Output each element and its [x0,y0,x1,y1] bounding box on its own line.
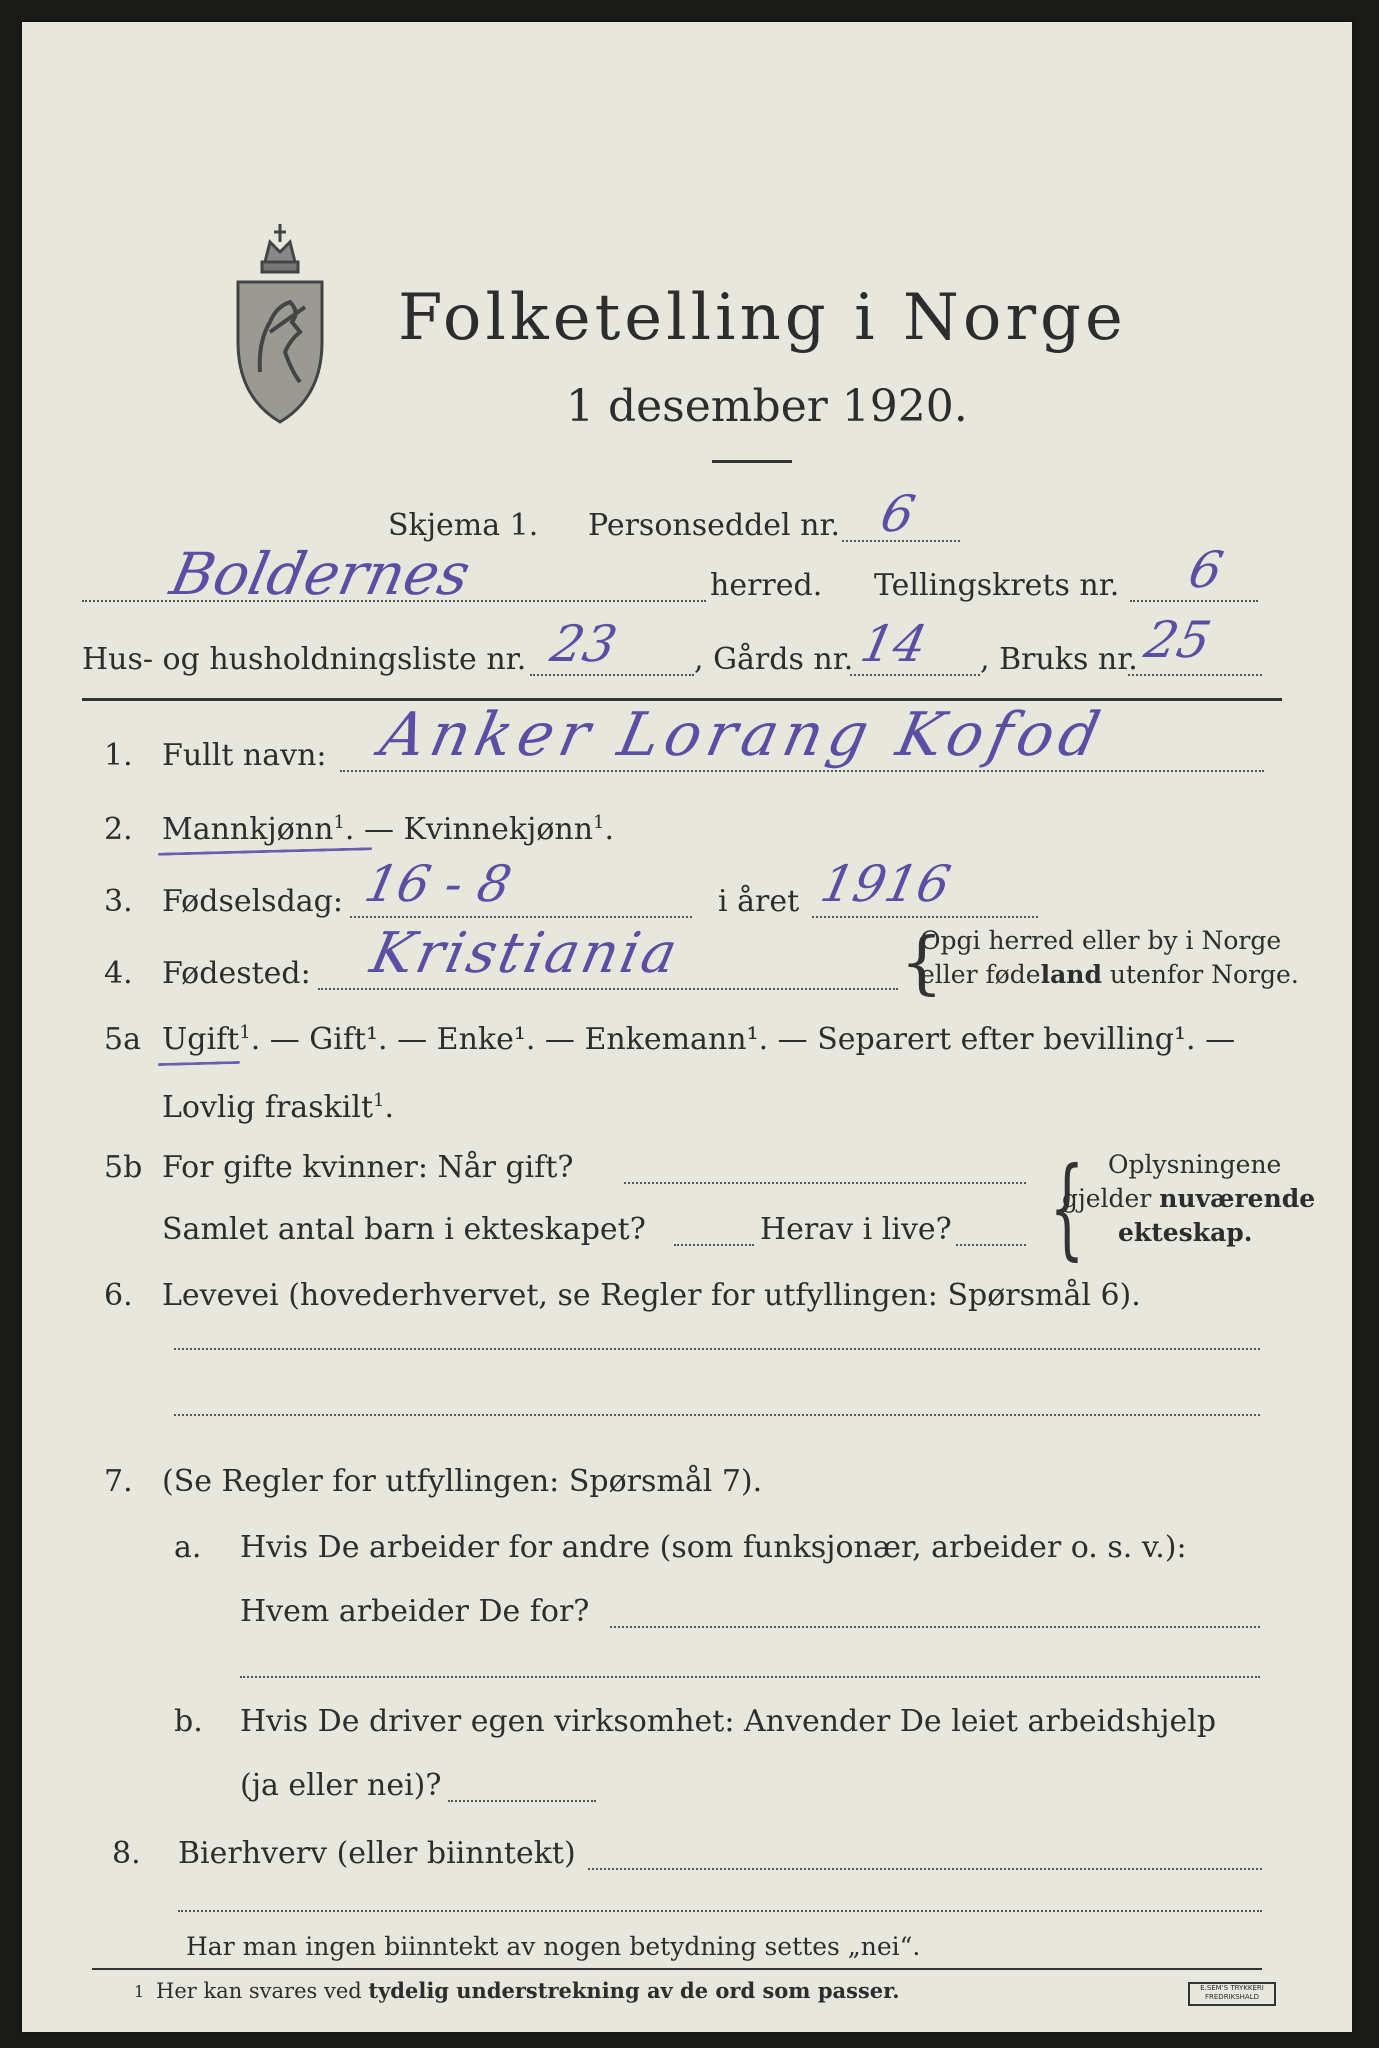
ugift-underline [158,1061,240,1066]
q7b-question: (ja eller nei)? [240,1768,442,1803]
gards-value: 14 [855,615,932,673]
q5b-note-brace: { [1049,1143,1085,1271]
biinntekt-note: Har man ingen biinntekt av nogen betydning settes „nei“. [186,1932,921,1961]
q5b-line1: For gifte kvinner: Når gift? [162,1150,574,1185]
personseddel-label: Personseddel nr. [588,508,841,543]
q3-year-label: i året [718,884,800,919]
q2-options: Mannkjønn$^1$. — Kvinnekjønn$^1$. [162,812,615,847]
q5b-note-line2: gjelder nuværende [1062,1184,1316,1213]
q5b-note-line3: ekteskap. [1118,1218,1253,1247]
tellingskrets-line [1130,600,1258,602]
q5b-number: 5b [104,1150,143,1185]
q7b-number: b. [174,1704,203,1739]
q4-line [318,988,898,990]
tellingskrets-label: Tellingskrets nr. [874,568,1120,603]
q4-label: Fødested: [162,956,311,991]
census-form [22,22,1352,2032]
q5a-line2: Lovlig fraskilt$^1$. [162,1090,395,1125]
q7a-number: a. [174,1530,202,1565]
q7b-line [448,1800,596,1802]
gards-line [850,674,980,676]
q1-line [340,770,1264,772]
bruks-value: 25 [1139,611,1216,669]
q2-number: 2. [104,812,133,847]
q7b-text: Hvis De driver egen virksomhet: Anvender De leiet arbeidshjelp [240,1704,1217,1739]
q6-label: Levevei (hovederhvervet, se Regler for utfyllingen: Spørsmål 6). [162,1278,1141,1313]
husliste-line [530,674,694,676]
norwegian-coat-of-arms-icon [230,222,330,432]
q5a-number: 5a [104,1022,141,1057]
q8-line2 [178,1910,1262,1912]
census-date: 1 desember 1920. [566,381,968,432]
ugift-option: Ugift [162,1022,240,1057]
q7-number: 7. [104,1464,133,1499]
printer-stamp: E.SEM'S TRYKKERI FREDRIKSHALD [1188,1982,1276,2006]
footnote-text: Her kan svares ved tydelig understrekning av de ord som passer. [156,1978,900,2003]
q5b-line2-fill [674,1244,754,1246]
gards-label: , Gårds nr. [694,642,854,677]
q8-label: Bierhverv (eller biinntekt) [178,1836,576,1871]
q3-label: Fødselsdag: [162,884,343,919]
q7a-text: Hvis De arbeider for andre (som funksjonær, arbeider o. s. v.): [240,1530,1187,1565]
q5b-herav-fill [956,1244,1026,1246]
title-divider [712,460,792,463]
q5b-line2: Samlet antal barn i ekteskapet? [162,1212,646,1247]
q4-value: Kristiania [365,921,686,986]
form-title: Folketelling i Norge [398,281,1127,355]
q7a-line2 [240,1676,1260,1678]
mannkjonn-option: Mannkjønn [162,812,334,847]
q4-note-brace: { [900,924,944,1003]
q8-line1 [588,1868,1262,1870]
q1-number: 1. [104,738,133,773]
husliste-value: 23 [545,615,622,673]
q3-value: 16 - 8 [359,855,517,913]
tellingskrets-value: 6 [1183,541,1228,599]
q8-number: 8. [112,1836,141,1871]
q4-note-line2: eller fødeland utenfor Norge. [920,960,1299,989]
q5a-options: Ugift$^1$. — Gift¹. — Enke¹. — Enkemann¹. — Separert efter bevilling¹. — [162,1022,1236,1057]
mannkjonn-underline [158,847,372,856]
q3-number: 3. [104,884,133,919]
q6-line1 [174,1348,1260,1350]
q3-year-value: 1916 [815,855,956,913]
q1-label: Fullt navn: [162,738,327,773]
husliste-label: Hus- og husholdningsliste nr. [82,642,527,677]
herred-label: herred. [710,568,823,603]
q3-year-line [812,916,1038,918]
bruks-label: , Bruks nr. [980,642,1138,677]
q1-value: Anker Lorang Kofod [374,700,1112,770]
q4-number: 4. [104,956,133,991]
q6-number: 6. [104,1278,133,1313]
q4-note-line1: Opgi herred eller by i Norge [920,926,1282,955]
footnote-divider [92,1968,1262,1970]
skjema-label: Skjema 1. [388,508,539,543]
q5b-line1-fill [624,1182,1026,1184]
herred-value: Boldernes [164,540,476,608]
q7-label: (Se Regler for utfyllingen: Spørsmål 7). [162,1464,763,1499]
kvinnekjonn-option: Kvinnekjønn [403,812,594,847]
q7a-question: Hvem arbeider De for? [240,1594,590,1629]
q5b-herav: Herav i live? [760,1212,952,1247]
footnote-number: 1 [134,1982,145,2001]
bruks-line [1128,674,1262,676]
q6-line2 [174,1414,1260,1416]
q3-line [350,916,692,918]
personseddel-value: 6 [875,485,920,543]
q5b-note-line1: Oplysningene [1108,1150,1282,1179]
q7a-line1 [610,1626,1260,1628]
